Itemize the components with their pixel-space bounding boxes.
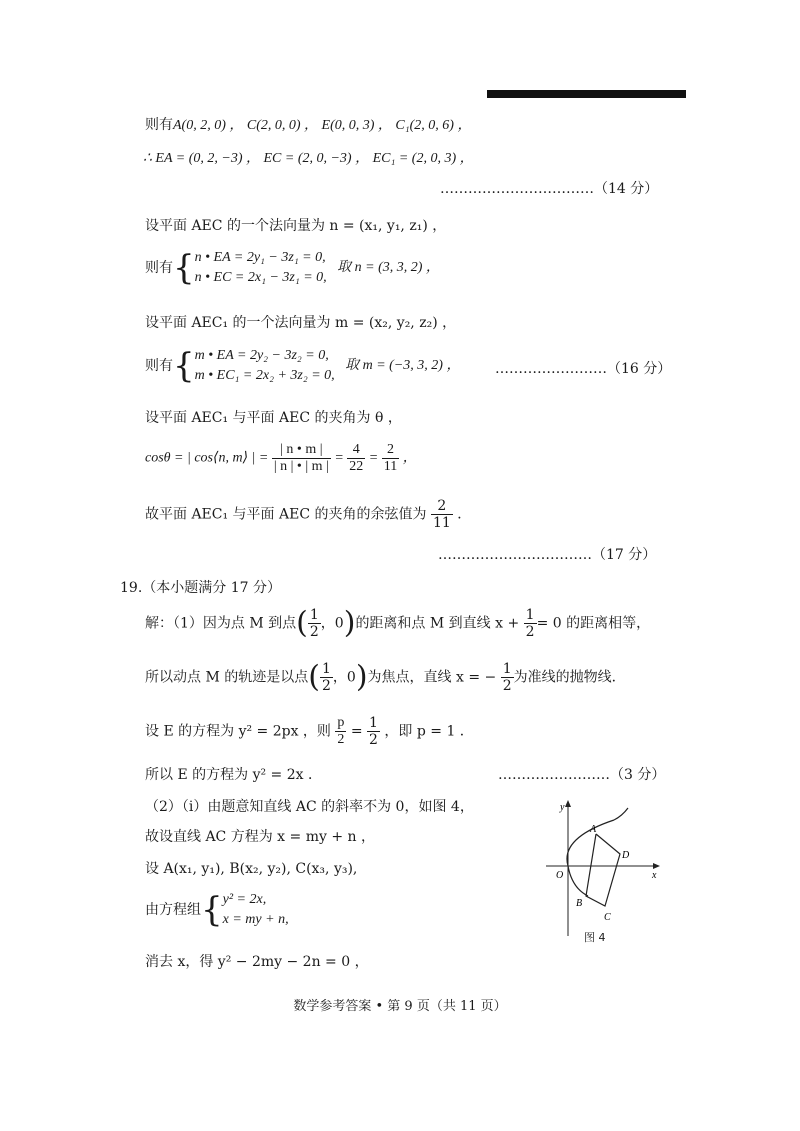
p19-line4: 所以 E 的方程为 y² = 2x ． [145, 767, 322, 783]
angle-def: 设平面 AEC₁ 与平面 AEC 的夹角为 θ ， [145, 410, 402, 426]
conclusion-18: 故平面 AEC₁ 与平面 AEC 的夹角的余弦值为 $\frac{2}{11}$ ． [145, 498, 472, 531]
vectors-line: ∴ EA = (0, 2, −3) ， EC = (2, 0, −3) ， EC₁ = (2, 0, 3) ， [143, 151, 474, 166]
figure-4 [540, 798, 670, 948]
parabola-upper [614, 808, 628, 820]
header-bar [487, 90, 686, 98]
quadrilateral [586, 834, 620, 906]
label-b: B [576, 898, 583, 909]
y-axis-arrow [565, 800, 571, 807]
score-16: ……………………（16 分） [495, 361, 672, 377]
normal-vector-aec: 设平面 AEC 的一个法向量为 n = (x₁, y₁, z₁) ， [145, 218, 447, 234]
coords-line: 则有A(0, 2, 0) ， C(2, 0, 0) ， E(0, 0, 3) ， C₁(2, 0, 6) ， [145, 117, 472, 133]
label-d: D [622, 850, 630, 861]
score-3: ……………………（3 分） [498, 767, 666, 783]
p19-line1: 解：（1）因为点 M 到点( $\frac{1}{2}$ ，0)的距离和点 M 到直线 x + $\frac{1}{2}$ = 0 的距离相等， [145, 605, 651, 641]
p19-system: 由方程组{ y² = 2x, x = my + n, [145, 890, 289, 930]
label-o: O [556, 870, 564, 881]
p19-line5: （2）（i）由题意知直线 AC 的斜率不为 0，如图 4， [145, 799, 474, 815]
label-a: A [590, 824, 597, 835]
p19-line2: 所以动点 M 的轨迹是以点( $\frac{1}{2}$ ，0)为焦点，直线 x = − $\frac{1}{2}$ 为准线的抛物线． [145, 659, 626, 695]
score-17: ……………………………（17 分） [438, 547, 657, 563]
normal-vector-aec1: 设平面 AEC₁ 的一个法向量为 m = (x₂, y₂, z₂) ， [145, 315, 457, 331]
label-c: C [604, 912, 611, 923]
p19-line3: 设 E 的方程为 y² = 2px ，则 $\frac{p}{2}$ = $\frac{1}{2}$ ，即 p = 1 ． [145, 715, 474, 748]
label-x: x [652, 870, 657, 881]
label-y: y [560, 802, 565, 813]
system-n: 则有{ n • EA = 2y₁ − 3z₁ = 0, n • EC = 2x₁ − 3z₁ = 0, 取 n = (3, 3, 2) ， [145, 248, 440, 288]
p19-line7: 设 A(x₁, y₁), B(x₂, y₂), C(x₃, y₃), [145, 861, 358, 877]
system-m: 则有{ m • EA = 2y₂ − 3z₂ = 0, m • EC₁ = 2x₂ + 3z₂ = 0, 取 m = (−3, 3, 2) ， [145, 346, 461, 386]
page-footer: 数学参考答案 • 第 9 页（共 11 页） [293, 999, 507, 1014]
cos-formula: cosθ = | cos⟨n, m⟩ | = $\frac{| n • m |}{| n | • | m |}$ = $\frac{4}{22}$ = $\frac{2}{11}$ ， [145, 442, 417, 474]
problem-19-title: 19.（本小题满分 17 分） [120, 580, 281, 596]
score-14: ……………………………（14 分） [440, 181, 659, 197]
figure-caption: 图 4 [584, 931, 606, 944]
x-axis-arrow [653, 863, 660, 869]
p19-line9: 消去 x，得 y² − 2my − 2n = 0 ， [145, 954, 369, 970]
p19-line6: 故设直线 AC 方程为 x = my + n ， [145, 829, 375, 845]
